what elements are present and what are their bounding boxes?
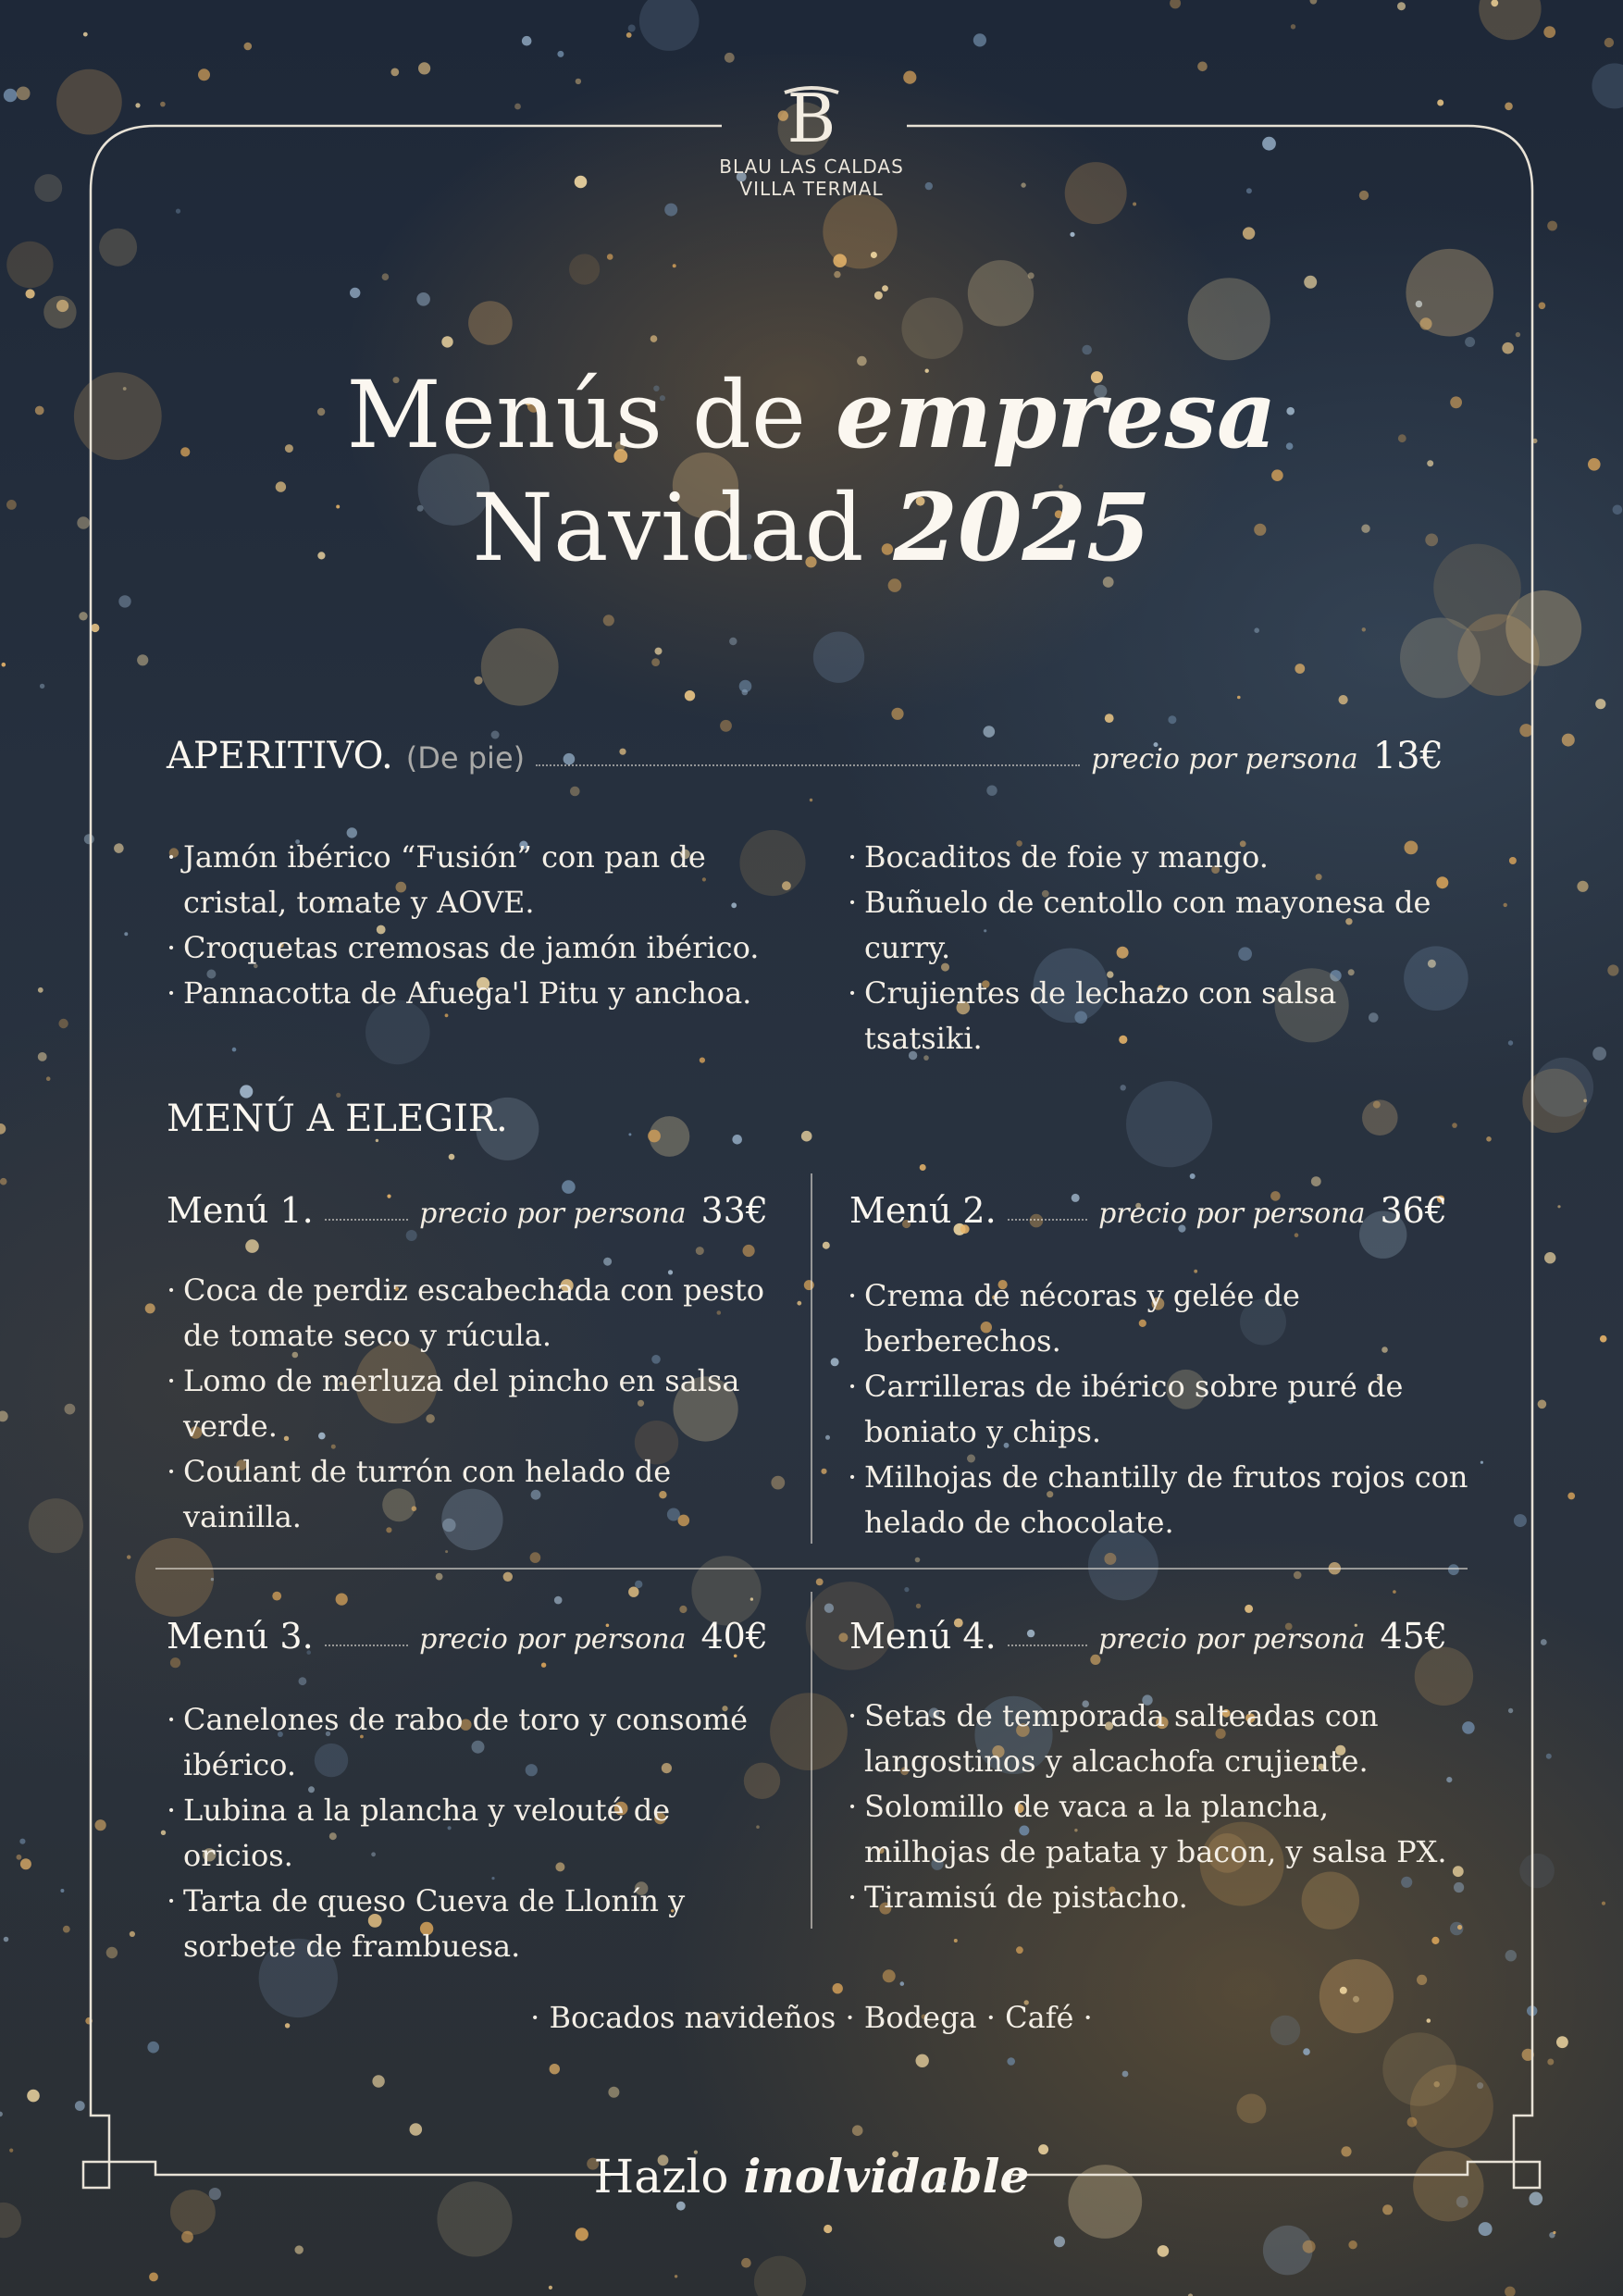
extras-line: · Bocados navideños · Bodega · Café · — [530, 2000, 1093, 2035]
list-item: · Tiramisú de pistacho. — [848, 1875, 1458, 1920]
aperitivo-title: APERITIVO. — [167, 735, 393, 777]
aperitivo-header — [167, 735, 1443, 777]
column-divider — [811, 1173, 812, 1544]
list-item: · Coulant de turrón con helado de vainilla. — [167, 1449, 783, 1540]
aperitivo-price: 13€ — [1372, 735, 1443, 777]
title-line1-italic: empresa — [835, 360, 1277, 469]
list-item: · Bocaditos de foie y mango. — [848, 835, 1458, 880]
menu-3-price-label: precio por persona — [419, 1623, 687, 1656]
brand-name: BLAU LAS CALDAS — [719, 155, 904, 178]
menu-1-price: 33€ — [700, 1190, 768, 1231]
tagline-italic: inolvidable — [743, 2149, 1030, 2203]
menu-section-header — [167, 1098, 508, 1140]
menu-3-list — [167, 1697, 777, 1969]
menu-2-header — [849, 1190, 1447, 1231]
aperitivo-note: (De pie) — [405, 740, 526, 776]
title-line1-regular: Menús de — [346, 361, 807, 469]
list-item: · Lomo de merluza del pincho en salsa verde. — [167, 1359, 783, 1449]
menu-3-name: Menú 3. — [167, 1616, 314, 1657]
menu-3-price: 40€ — [700, 1616, 768, 1657]
list-item: · Pannacotta de Afuega'l Pitu y anchoa. — [167, 971, 805, 1016]
list-item: · Crema de nécoras y gelée de berberechos. — [848, 1273, 1477, 1364]
list-item: · Croquetas cremosas de jamón ibérico. — [167, 925, 805, 971]
list-item: · Lubina a la plancha y velouté de oricios. — [167, 1788, 777, 1879]
brand-logo — [673, 81, 950, 200]
aperitivo-list-left — [167, 835, 805, 1016]
page-subtitle — [0, 472, 1623, 584]
aperitivo-list-right — [848, 835, 1458, 1061]
menu-1-list — [167, 1268, 783, 1540]
menu-2-list — [848, 1273, 1477, 1545]
list-item: · Buñuelo de centollo con mayonesa de curry. — [848, 880, 1458, 971]
list-item: · Jamón ibérico “Fusión” con pan de cristal, tomate y AOVE. — [167, 835, 805, 925]
menu-section-title: MENÚ A ELEGIR. — [167, 1098, 508, 1140]
leader-dots — [325, 1219, 408, 1221]
leader-dots — [1008, 1219, 1087, 1221]
tagline — [0, 2149, 1623, 2204]
list-item: · Milhojas de chantilly de frutos rojos con helado de chocolate. — [848, 1455, 1477, 1545]
menu-4-price-label: precio por persona — [1098, 1623, 1366, 1656]
list-item: · Solomillo de vaca a la plancha, milhojas de patata y bacon, y salsa PX. — [848, 1784, 1458, 1875]
list-item: · Coca de perdiz escabechada con pesto de tomate seco y rúcula. — [167, 1268, 783, 1359]
section-divider — [155, 1568, 1468, 1570]
list-item: · Canelones de rabo de toro y consomé ibérico. — [167, 1697, 777, 1788]
leader-dots — [325, 1644, 408, 1646]
menu-1-name: Menú 1. — [167, 1190, 314, 1231]
menu-4-header — [849, 1616, 1447, 1657]
list-item: · Setas de temporada salteadas con langostinos y alcachofa crujiente. — [848, 1694, 1458, 1784]
menu-1-header — [167, 1190, 768, 1231]
menu-4-price: 45€ — [1380, 1616, 1447, 1657]
brand-subtitle: VILLA TERMAL — [739, 178, 884, 200]
title-line2-regular: Navidad — [472, 474, 864, 582]
title-line2-italic: 2025 — [893, 473, 1151, 582]
menu-2-price-label: precio por persona — [1098, 1198, 1366, 1230]
list-item: · Crujientes de lechazo con salsa tsatsiki. — [848, 971, 1458, 1061]
column-divider — [811, 1592, 812, 1929]
page-title — [0, 359, 1623, 471]
menu-2-name: Menú 2. — [849, 1190, 997, 1231]
tagline-regular: Hazlo — [593, 2150, 729, 2203]
list-item: · Tarta de queso Cueva de Llonín y sorbete de frambuesa. — [167, 1879, 777, 1969]
logo-monogram: B — [787, 80, 836, 157]
menu-1-price-label: precio por persona — [419, 1198, 687, 1230]
menu-4-list — [848, 1694, 1458, 1920]
menu-4-name: Menú 4. — [849, 1616, 997, 1657]
leader-dots — [536, 764, 1080, 766]
leader-dots — [1008, 1644, 1087, 1646]
menu-3-header — [167, 1616, 768, 1657]
aperitivo-price-label: precio por persona — [1091, 743, 1358, 776]
list-item: · Carrilleras de ibérico sobre puré de boniato y chips. — [848, 1364, 1477, 1455]
menu-2-price: 36€ — [1380, 1190, 1447, 1231]
